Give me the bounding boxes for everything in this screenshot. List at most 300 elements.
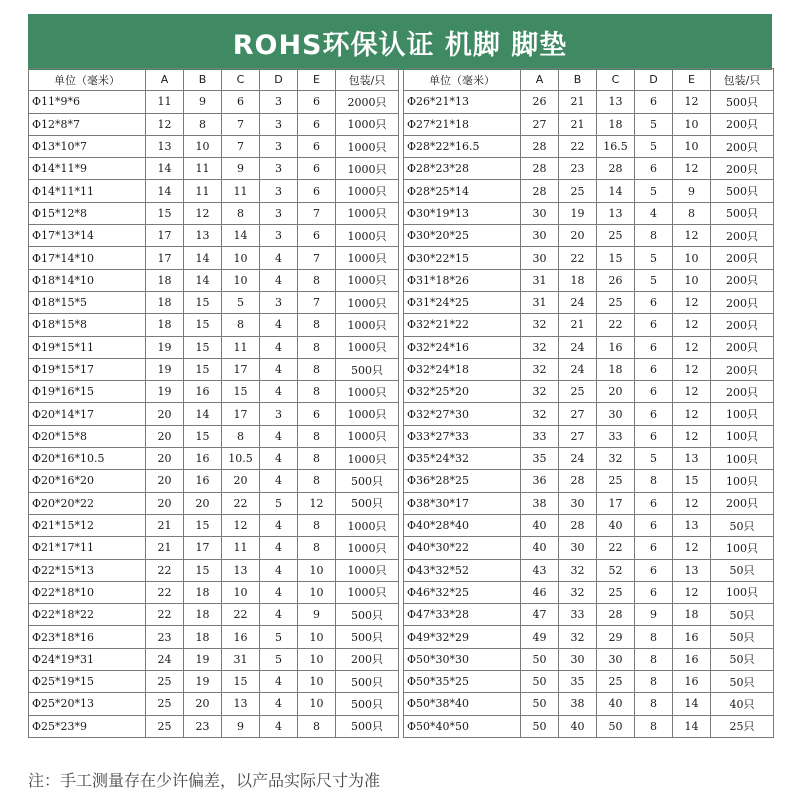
spec-code-cell: Φ13*10*7	[29, 135, 146, 157]
spec-value-cell: 5	[635, 247, 673, 269]
spec-value-cell: 4	[260, 559, 298, 581]
table-row	[29, 492, 399, 514]
spec-value-cell: 25	[597, 581, 635, 603]
spec-value-cell: 19	[184, 648, 222, 670]
table-row	[404, 559, 774, 581]
column-header: A	[146, 69, 184, 91]
table-row	[29, 514, 399, 536]
spec-value-cell: 12	[673, 403, 711, 425]
spec-value-cell: 1000只	[336, 514, 399, 536]
spec-value-cell: 7	[298, 247, 336, 269]
spec-value-cell: 30	[559, 648, 597, 670]
table-row	[404, 314, 774, 336]
spec-value-cell: 14	[184, 269, 222, 291]
spec-value-cell: 40	[559, 715, 597, 737]
spec-code-cell: Φ20*14*17	[29, 403, 146, 425]
spec-value-cell: 9	[222, 715, 260, 737]
spec-value-cell: 8	[635, 715, 673, 737]
spec-value-cell: 35	[521, 448, 559, 470]
spec-code-cell: Φ18*15*5	[29, 291, 146, 313]
spec-code-cell: Φ32*21*22	[404, 314, 521, 336]
page-title: ROHS环保认证 机脚 脚垫	[232, 29, 568, 61]
table-row	[29, 358, 399, 380]
table-row	[404, 202, 774, 224]
spec-value-cell: 1000只	[336, 113, 399, 135]
spec-value-cell: 8	[635, 693, 673, 715]
spec-value-cell: 29	[597, 626, 635, 648]
spec-value-cell: 4	[260, 604, 298, 626]
spec-value-cell: 500只	[711, 91, 774, 113]
spec-value-cell: 22	[559, 247, 597, 269]
spec-value-cell: 28	[559, 470, 597, 492]
spec-value-cell: 5	[635, 448, 673, 470]
spec-value-cell: 21	[146, 514, 184, 536]
spec-value-cell: 12	[673, 291, 711, 313]
spec-value-cell: 6	[635, 581, 673, 603]
spec-value-cell: 500只	[336, 693, 399, 715]
spec-value-cell: 16	[673, 648, 711, 670]
spec-value-cell: 50只	[711, 626, 774, 648]
spec-value-cell: 4	[260, 269, 298, 291]
spec-value-cell: 6	[635, 291, 673, 313]
spec-value-cell: 3	[260, 113, 298, 135]
spec-value-cell: 15	[222, 671, 260, 693]
spec-value-cell: 16	[222, 626, 260, 648]
spec-code-cell: Φ47*33*28	[404, 604, 521, 626]
spec-value-cell: 200只	[711, 291, 774, 313]
spec-value-cell: 13	[222, 693, 260, 715]
column-header: C	[222, 69, 260, 91]
spec-value-cell: 15	[184, 514, 222, 536]
spec-value-cell: 1000只	[336, 225, 399, 247]
spec-value-cell: 17	[222, 403, 260, 425]
spec-value-cell: 14	[146, 158, 184, 180]
spec-value-cell: 1000只	[336, 336, 399, 358]
spec-value-cell: 2000只	[336, 91, 399, 113]
column-header: 单位（毫米）	[404, 69, 521, 91]
spec-value-cell: 31	[521, 291, 559, 313]
spec-code-cell: Φ50*35*25	[404, 671, 521, 693]
header-row	[404, 69, 774, 91]
spec-value-cell: 19	[184, 671, 222, 693]
spec-code-cell: Φ25*20*13	[29, 693, 146, 715]
spec-value-cell: 5	[635, 135, 673, 157]
spec-value-cell: 15	[184, 559, 222, 581]
spec-value-cell: 10	[673, 113, 711, 135]
spec-value-cell: 18	[184, 581, 222, 603]
spec-value-cell: 5	[260, 626, 298, 648]
spec-value-cell: 5	[260, 648, 298, 670]
spec-value-cell: 9	[222, 158, 260, 180]
spec-value-cell: 500只	[336, 626, 399, 648]
spec-value-cell: 1000只	[336, 314, 399, 336]
spec-value-cell: 500只	[336, 358, 399, 380]
spec-code-cell: Φ28*22*16.5	[404, 135, 521, 157]
spec-value-cell: 16	[597, 336, 635, 358]
spec-value-cell: 6	[298, 135, 336, 157]
spec-value-cell: 8	[635, 626, 673, 648]
spec-value-cell: 22	[146, 559, 184, 581]
spec-code-cell: Φ19*15*17	[29, 358, 146, 380]
spec-value-cell: 3	[260, 225, 298, 247]
spec-value-cell: 8	[298, 514, 336, 536]
spec-value-cell: 32	[521, 314, 559, 336]
spec-value-cell: 3	[260, 291, 298, 313]
spec-value-cell: 1000只	[336, 291, 399, 313]
spec-code-cell: Φ24*19*31	[29, 648, 146, 670]
spec-value-cell: 8	[635, 470, 673, 492]
spec-value-cell: 21	[559, 314, 597, 336]
spec-code-cell: Φ14*11*9	[29, 158, 146, 180]
spec-value-cell: 4	[635, 202, 673, 224]
spec-code-cell: Φ20*20*22	[29, 492, 146, 514]
column-header: A	[521, 69, 559, 91]
spec-value-cell: 22	[146, 581, 184, 603]
table-row	[29, 425, 399, 447]
spec-value-cell: 49	[521, 626, 559, 648]
spec-value-cell: 20	[222, 470, 260, 492]
spec-value-cell: 14	[597, 180, 635, 202]
spec-value-cell: 8	[298, 448, 336, 470]
column-header: E	[673, 69, 711, 91]
spec-value-cell: 8	[222, 202, 260, 224]
spec-value-cell: 20	[146, 492, 184, 514]
spec-value-cell: 14	[146, 180, 184, 202]
spec-code-cell: Φ22*18*22	[29, 604, 146, 626]
spec-value-cell: 24	[559, 448, 597, 470]
spec-value-cell: 22	[222, 604, 260, 626]
table-row	[404, 269, 774, 291]
spec-value-cell: 40	[521, 537, 559, 559]
spec-value-cell: 12	[298, 492, 336, 514]
table-row	[404, 291, 774, 313]
spec-value-cell: 25	[146, 671, 184, 693]
spec-value-cell: 20	[146, 403, 184, 425]
spec-value-cell: 14	[222, 225, 260, 247]
spec-value-cell: 18	[146, 314, 184, 336]
column-header: 包装/只	[336, 69, 399, 91]
spec-code-cell: Φ38*30*17	[404, 492, 521, 514]
spec-code-cell: Φ31*24*25	[404, 291, 521, 313]
table-row	[29, 559, 399, 581]
table-row	[29, 626, 399, 648]
spec-code-cell: Φ22*18*10	[29, 581, 146, 603]
spec-value-cell: 24	[559, 291, 597, 313]
spec-value-cell: 33	[597, 425, 635, 447]
table-row	[404, 247, 774, 269]
spec-value-cell: 46	[521, 581, 559, 603]
table-row	[29, 202, 399, 224]
spec-value-cell: 7	[222, 135, 260, 157]
spec-value-cell: 4	[260, 693, 298, 715]
spec-value-cell: 6	[635, 403, 673, 425]
table-row	[404, 581, 774, 603]
table-row	[404, 537, 774, 559]
spec-value-cell: 12	[673, 492, 711, 514]
spec-value-cell: 40	[597, 514, 635, 536]
spec-value-cell: 30	[521, 225, 559, 247]
table-row	[29, 381, 399, 403]
spec-value-cell: 16	[184, 470, 222, 492]
spec-value-cell: 15	[184, 336, 222, 358]
spec-value-cell: 10	[298, 559, 336, 581]
spec-value-cell: 25	[597, 470, 635, 492]
spec-value-cell: 10	[673, 135, 711, 157]
spec-value-cell: 3	[260, 91, 298, 113]
spec-value-cell: 8	[298, 470, 336, 492]
spec-value-cell: 32	[521, 358, 559, 380]
spec-value-cell: 13	[222, 559, 260, 581]
spec-value-cell: 32	[559, 626, 597, 648]
spec-value-cell: 50	[521, 648, 559, 670]
spec-value-cell: 10.5	[222, 448, 260, 470]
spec-code-cell: Φ50*40*50	[404, 715, 521, 737]
spec-value-cell: 1000只	[336, 247, 399, 269]
spec-value-cell: 20	[184, 693, 222, 715]
table-row	[29, 135, 399, 157]
spec-value-cell: 17	[222, 358, 260, 380]
spec-value-cell: 6	[635, 492, 673, 514]
spec-value-cell: 31	[222, 648, 260, 670]
spec-code-cell: Φ14*11*11	[29, 180, 146, 202]
spec-code-cell: Φ43*32*52	[404, 559, 521, 581]
table-row	[29, 314, 399, 336]
table-row	[404, 158, 774, 180]
spec-value-cell: 12	[673, 425, 711, 447]
table-row	[29, 158, 399, 180]
spec-value-cell: 15	[184, 291, 222, 313]
spec-value-cell: 16	[673, 671, 711, 693]
spec-value-cell: 3	[260, 180, 298, 202]
spec-value-cell: 10	[673, 269, 711, 291]
spec-value-cell: 8	[222, 425, 260, 447]
spec-value-cell: 18	[146, 269, 184, 291]
spec-value-cell: 200只	[711, 135, 774, 157]
table-row	[29, 113, 399, 135]
spec-value-cell: 50	[521, 715, 559, 737]
spec-value-cell: 21	[146, 537, 184, 559]
spec-value-cell: 1000只	[336, 581, 399, 603]
spec-value-cell: 13	[146, 135, 184, 157]
spec-value-cell: 20	[597, 381, 635, 403]
spec-code-cell: Φ20*16*10.5	[29, 448, 146, 470]
spec-value-cell: 18	[673, 604, 711, 626]
table-row	[404, 358, 774, 380]
spec-value-cell: 15	[597, 247, 635, 269]
spec-value-cell: 6	[298, 225, 336, 247]
spec-value-cell: 13	[184, 225, 222, 247]
spec-code-cell: Φ32*24*16	[404, 336, 521, 358]
spec-value-cell: 1000只	[336, 269, 399, 291]
spec-value-cell: 26	[597, 269, 635, 291]
spec-value-cell: 12	[673, 581, 711, 603]
spec-value-cell: 10	[184, 135, 222, 157]
spec-value-cell: 500只	[336, 492, 399, 514]
spec-value-cell: 50	[521, 693, 559, 715]
spec-code-cell: Φ28*23*28	[404, 158, 521, 180]
table-row	[404, 91, 774, 113]
spec-code-cell: Φ17*13*14	[29, 225, 146, 247]
spec-value-cell: 24	[559, 358, 597, 380]
spec-value-cell: 19	[146, 358, 184, 380]
spec-value-cell: 15	[673, 470, 711, 492]
spec-code-cell: Φ26*21*13	[404, 91, 521, 113]
column-header: B	[184, 69, 222, 91]
spec-value-cell: 100只	[711, 581, 774, 603]
spec-value-cell: 15	[184, 358, 222, 380]
column-header: D	[260, 69, 298, 91]
spec-value-cell: 6	[222, 91, 260, 113]
spec-value-cell: 10	[298, 581, 336, 603]
spec-value-cell: 50	[597, 715, 635, 737]
spec-value-cell: 6	[298, 158, 336, 180]
spec-value-cell: 200只	[711, 336, 774, 358]
spec-code-cell: Φ15*12*8	[29, 202, 146, 224]
spec-value-cell: 200只	[711, 381, 774, 403]
spec-code-cell: Φ40*28*40	[404, 514, 521, 536]
spec-value-cell: 18	[597, 358, 635, 380]
spec-value-cell: 6	[298, 91, 336, 113]
spec-code-cell: Φ20*15*8	[29, 425, 146, 447]
spec-value-cell: 25	[559, 180, 597, 202]
spec-value-cell: 6	[635, 514, 673, 536]
spec-value-cell: 6	[298, 113, 336, 135]
table-row	[29, 180, 399, 202]
spec-value-cell: 40只	[711, 693, 774, 715]
spec-value-cell: 33	[521, 425, 559, 447]
spec-value-cell: 30	[559, 537, 597, 559]
spec-table-left	[28, 68, 399, 738]
spec-value-cell: 25	[146, 693, 184, 715]
table-row	[29, 269, 399, 291]
spec-value-cell: 14	[673, 715, 711, 737]
spec-value-cell: 8	[298, 425, 336, 447]
spec-value-cell: 28	[597, 604, 635, 626]
spec-value-cell: 50只	[711, 648, 774, 670]
spec-value-cell: 1000只	[336, 135, 399, 157]
spec-value-cell: 23	[184, 715, 222, 737]
table-row	[404, 604, 774, 626]
spec-value-cell: 20	[559, 225, 597, 247]
spec-value-cell: 1000只	[336, 403, 399, 425]
spec-value-cell: 4	[260, 448, 298, 470]
spec-code-cell: Φ32*27*30	[404, 403, 521, 425]
spec-value-cell: 22	[597, 314, 635, 336]
spec-code-cell: Φ22*15*13	[29, 559, 146, 581]
spec-value-cell: 4	[260, 358, 298, 380]
spec-value-cell: 28	[521, 180, 559, 202]
spec-value-cell: 16	[184, 381, 222, 403]
table-row	[404, 626, 774, 648]
spec-value-cell: 25	[146, 715, 184, 737]
spec-code-cell: Φ23*18*16	[29, 626, 146, 648]
table-row	[29, 225, 399, 247]
spec-value-cell: 30	[597, 403, 635, 425]
spec-value-cell: 8	[298, 336, 336, 358]
spec-code-cell: Φ40*30*22	[404, 537, 521, 559]
spec-value-cell: 12	[673, 537, 711, 559]
spec-value-cell: 5	[635, 269, 673, 291]
table-row	[29, 581, 399, 603]
spec-value-cell: 50只	[711, 604, 774, 626]
spec-value-cell: 28	[559, 514, 597, 536]
spec-value-cell: 30	[521, 202, 559, 224]
spec-code-cell: Φ27*21*18	[404, 113, 521, 135]
spec-value-cell: 8	[635, 225, 673, 247]
spec-value-cell: 8	[298, 537, 336, 559]
spec-value-cell: 15	[184, 425, 222, 447]
table-row	[404, 448, 774, 470]
spec-value-cell: 20	[184, 492, 222, 514]
spec-value-cell: 20	[146, 425, 184, 447]
spec-value-cell: 13	[597, 202, 635, 224]
spec-value-cell: 25	[597, 671, 635, 693]
spec-tables	[28, 68, 772, 738]
spec-value-cell: 4	[260, 715, 298, 737]
spec-value-cell: 15	[146, 202, 184, 224]
spec-value-cell: 24	[146, 648, 184, 670]
spec-value-cell: 500只	[711, 202, 774, 224]
spec-code-cell: Φ31*18*26	[404, 269, 521, 291]
spec-value-cell: 26	[521, 91, 559, 113]
spec-value-cell: 4	[260, 514, 298, 536]
spec-value-cell: 17	[146, 225, 184, 247]
spec-value-cell: 28	[597, 158, 635, 180]
spec-value-cell: 12	[222, 514, 260, 536]
table-row	[29, 91, 399, 113]
spec-value-cell: 43	[521, 559, 559, 581]
spec-value-cell: 8	[298, 358, 336, 380]
table-row	[29, 648, 399, 670]
column-header: D	[635, 69, 673, 91]
spec-value-cell: 6	[298, 403, 336, 425]
spec-value-cell: 13	[597, 91, 635, 113]
spec-value-cell: 18	[559, 269, 597, 291]
spec-value-cell: 6	[635, 314, 673, 336]
spec-value-cell: 5	[635, 113, 673, 135]
spec-code-cell: Φ30*22*15	[404, 247, 521, 269]
spec-value-cell: 17	[597, 492, 635, 514]
spec-value-cell: 6	[635, 559, 673, 581]
spec-value-cell: 9	[184, 91, 222, 113]
spec-value-cell: 13	[673, 559, 711, 581]
spec-value-cell: 6	[635, 537, 673, 559]
spec-value-cell: 20	[146, 448, 184, 470]
spec-value-cell: 21	[559, 91, 597, 113]
spec-code-cell: Φ50*30*30	[404, 648, 521, 670]
spec-value-cell: 11	[146, 91, 184, 113]
spec-value-cell: 22	[559, 135, 597, 157]
spec-code-cell: Φ11*9*6	[29, 91, 146, 113]
spec-value-cell: 6	[298, 180, 336, 202]
spec-value-cell: 14	[673, 693, 711, 715]
spec-value-cell: 12	[184, 202, 222, 224]
spec-value-cell: 12	[673, 336, 711, 358]
table-row	[404, 381, 774, 403]
spec-value-cell: 9	[635, 604, 673, 626]
spec-value-cell: 10	[298, 671, 336, 693]
spec-value-cell: 1000只	[336, 559, 399, 581]
title-banner	[28, 14, 772, 70]
table-row	[404, 336, 774, 358]
spec-value-cell: 200只	[711, 492, 774, 514]
spec-code-cell: Φ19*15*11	[29, 336, 146, 358]
spec-value-cell: 1000只	[336, 448, 399, 470]
table-row	[404, 180, 774, 202]
spec-value-cell: 32	[521, 336, 559, 358]
spec-value-cell: 100只	[711, 448, 774, 470]
spec-value-cell: 200只	[711, 358, 774, 380]
